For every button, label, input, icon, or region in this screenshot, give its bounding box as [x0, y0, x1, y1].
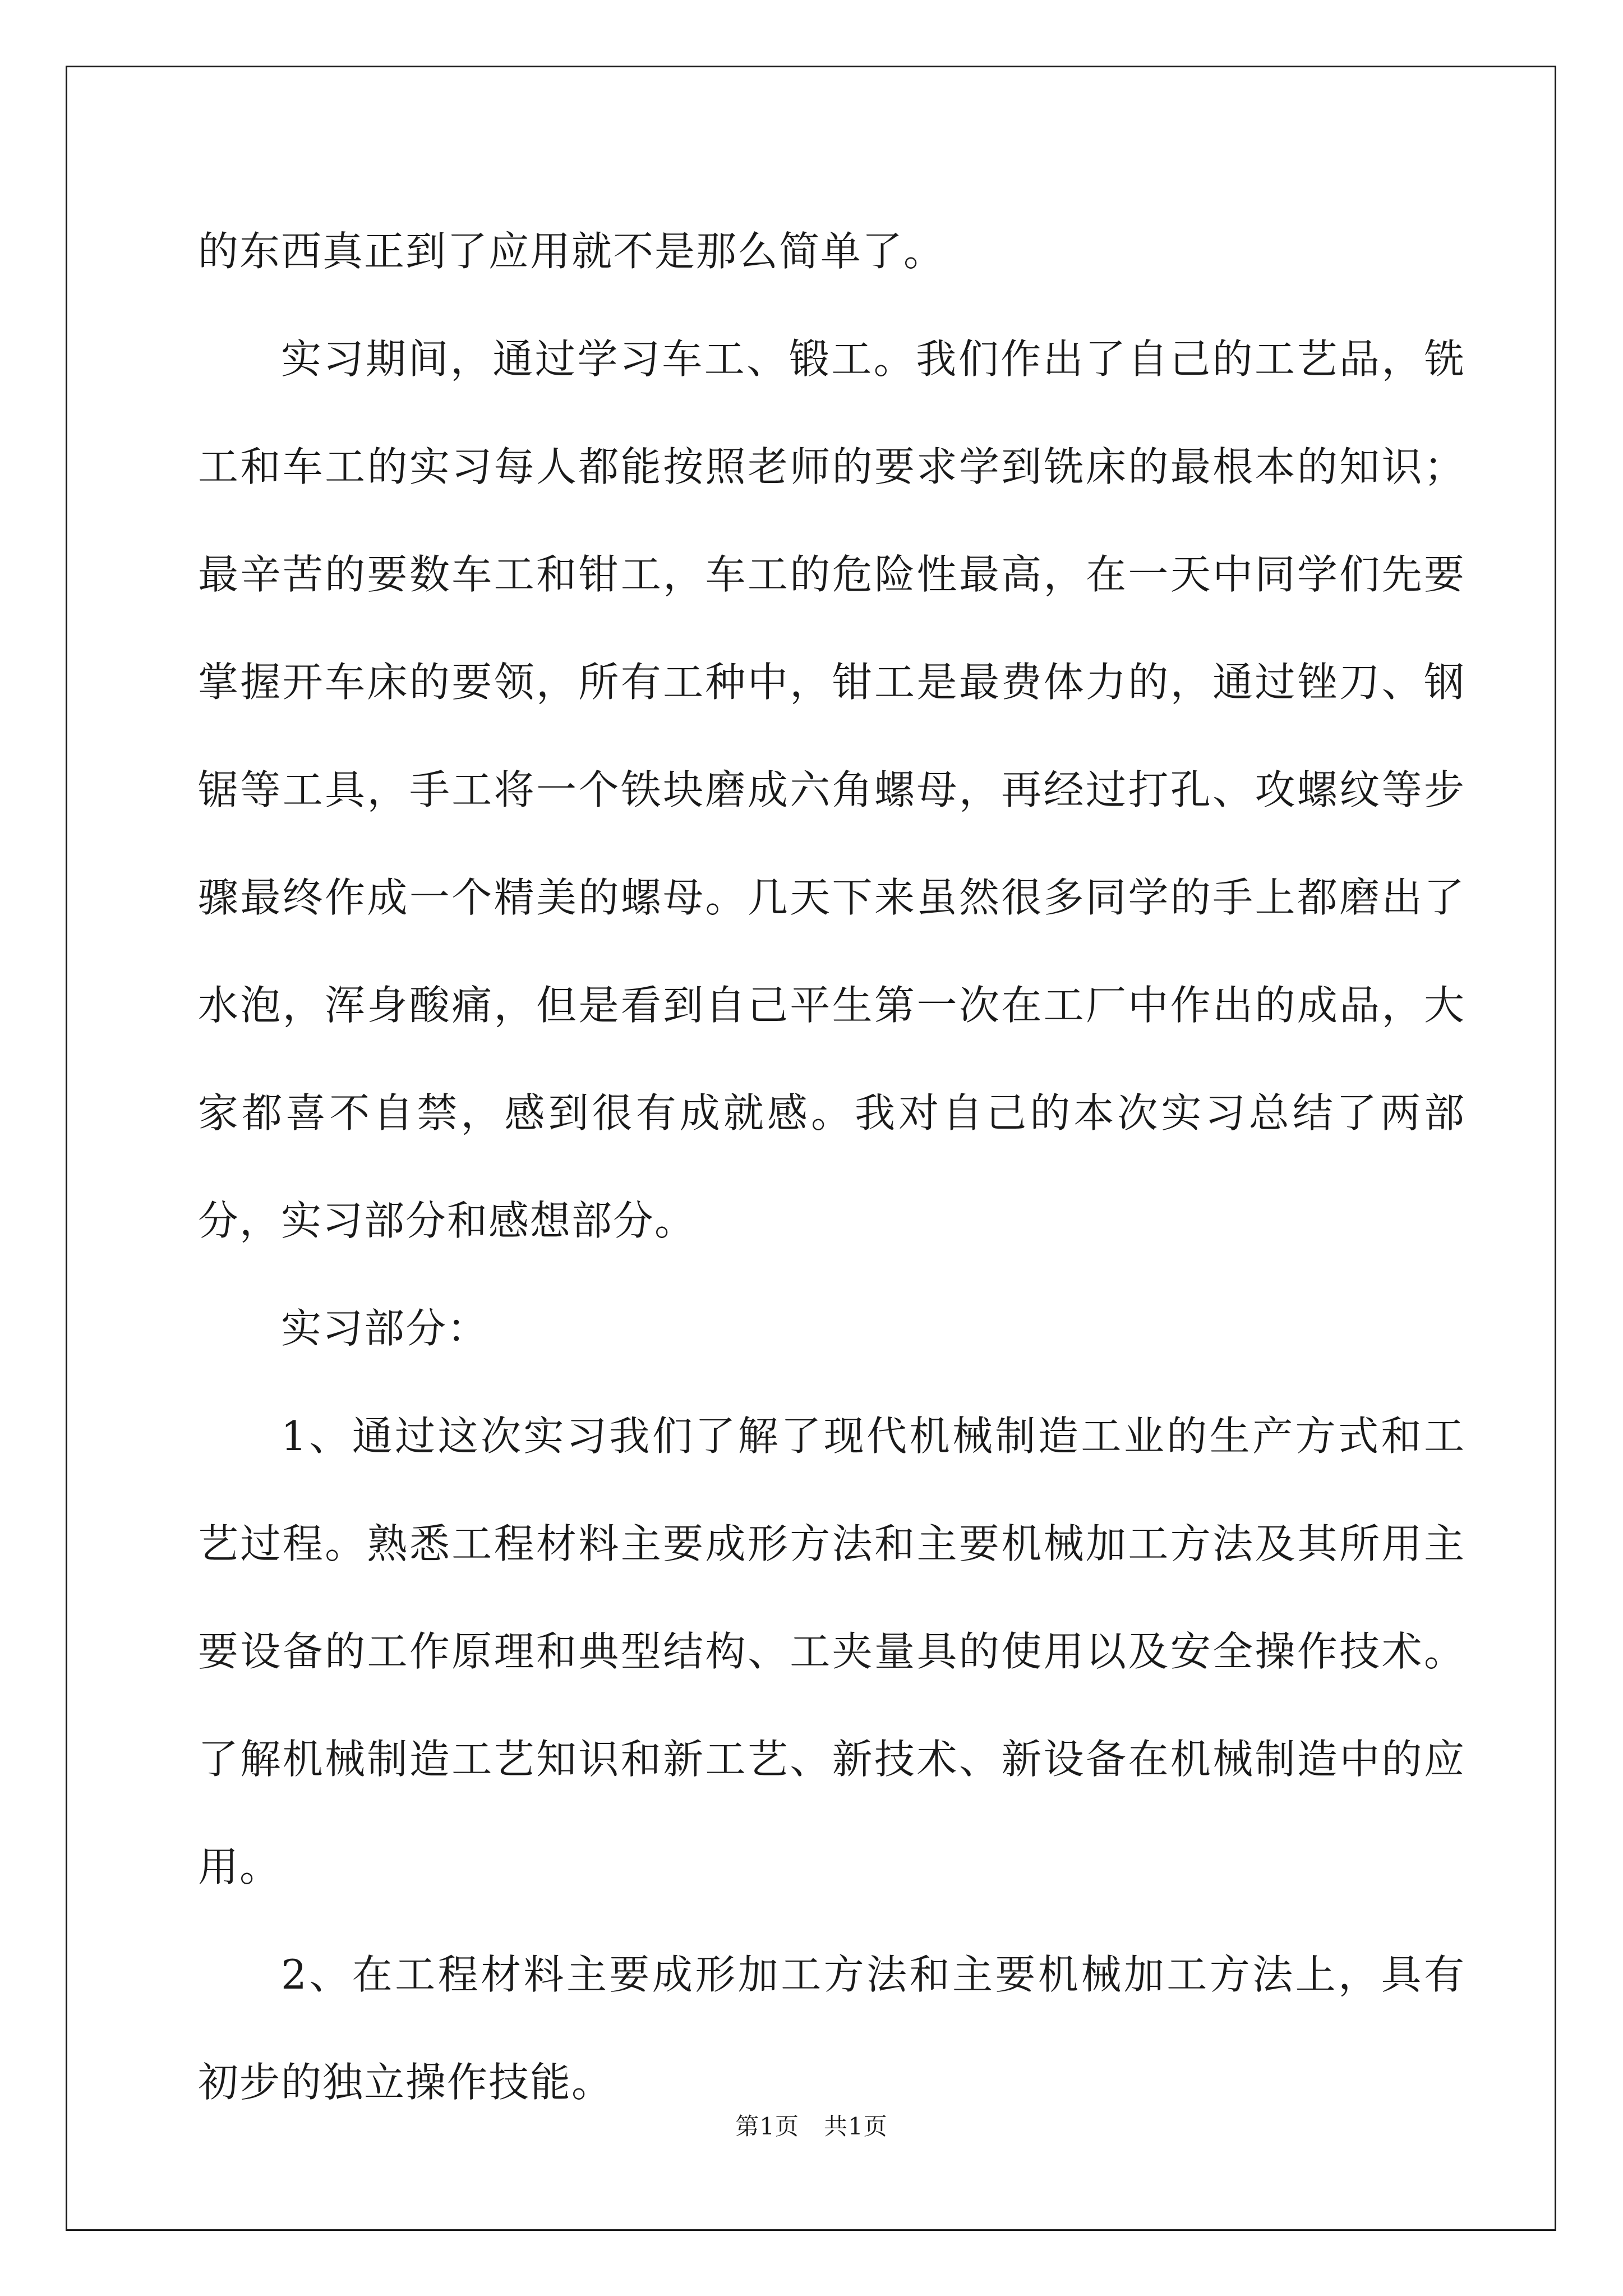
document-body — [198, 197, 1465, 2136]
paragraph-3: 实习部分： — [281, 1305, 489, 1352]
paragraph-5: 2、在工程材料主要成形加工方法和主要机械加工方法上，具有初步的独立操作技能。 — [198, 1951, 1465, 2106]
paragraph-4: 1、通过这次实习我们了解了现代机械制造工业的生产方式和工艺过程。熟悉工程材料主要成形方法和主要机械加工方法及其所用主要设备的工作原理和典型结构、工夹量具的使用以及安全操作技术。了解机械制造工艺知识和新工艺、新技术、新设备在机械制造中的应用。 — [198, 1412, 1465, 1890]
page-footer — [0, 2108, 1623, 2142]
page-total: 共1页 — [824, 2113, 888, 2140]
paragraph-1: 的东西真正到了应用就不是那么简单了。 — [198, 228, 946, 275]
paragraph-2: 实习期间，通过学习车工、锻工。我们作出了自己的工艺品，铣工和车工的实习每人都能按照老师的要求学到铣床的最根本的知识；最辛苦的要数车工和钳工，车工的危险性最高，在一天中同学们先要掌握开车床的要领，所有工种中，钳工是最费体力的，通过锉刀、钢锯等工具，手工将一个铁块磨成六角螺母，再经过打孔、攻螺纹等步骤最终作成一个精美的螺母。几天下来虽然很多同学的手上都磨出了水泡，浑身酸痛，但是看到自己平生第一次在工厂中作出的成品，大家都喜不自禁，感到很有成就感。我对自己的本次实习总结了两部分，实习部分和感想部分。 — [198, 335, 1465, 1244]
page-number: 第1页 — [735, 2113, 799, 2140]
